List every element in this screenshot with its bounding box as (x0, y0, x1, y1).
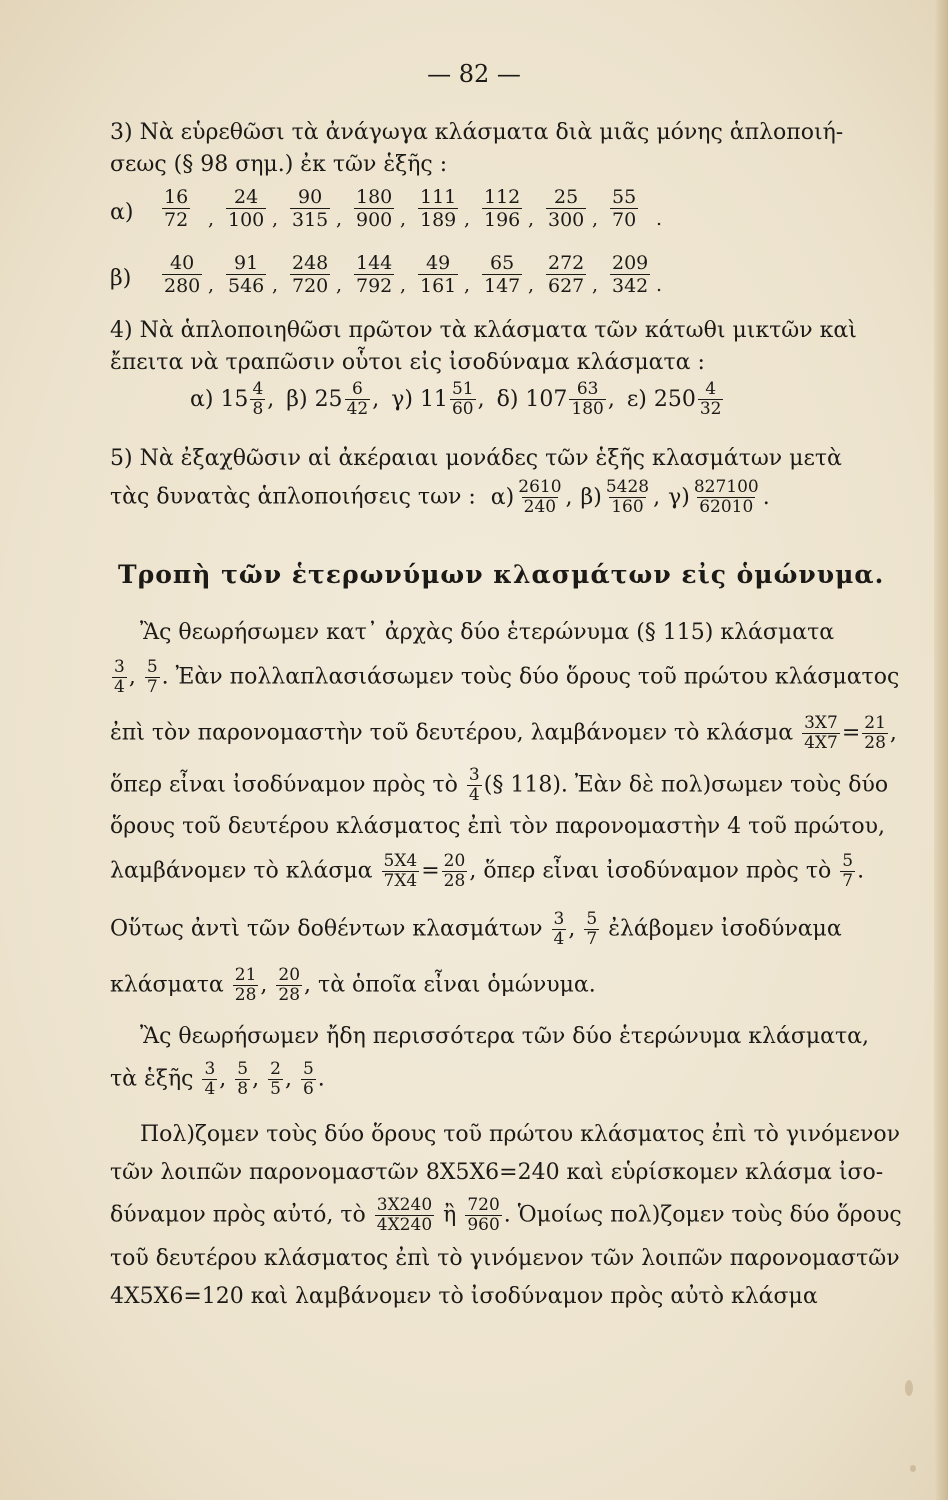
exercise-5-line-1: 5) Νὰ ἐξαχθῶσιν αἱ ἀκέραιαι μονάδες τῶν ἑξῆς κλασμάτων μετὰ (110, 446, 842, 471)
exercise-4-mixed-numbers (190, 380, 948, 430)
separator: , (336, 208, 343, 230)
fraction: 91 546 (228, 252, 265, 297)
fraction-5-8: $\frac{5}{8}$ (237, 1059, 249, 1099)
item-label: γ) (391, 386, 420, 412)
fraction: 40 280 (164, 252, 201, 297)
fraction-3-4: $\frac{3}{4}$ (468, 765, 480, 805)
exercise-4-line-1: 4) Νὰ ἁπλοποιηθῶσι πρῶτον τὰ κλάσματα τῶν κάτωθι μικτῶν καὶ (110, 318, 857, 343)
page-edge (934, 0, 948, 1500)
item-label: α) (190, 386, 221, 412)
body-line: ὅπερ εἶναι ἰσοδύναμον πρὸς τὸ $\frac{3}{4}$ (§ 118). Ἐὰν δὲ πολ)σωμεν τοὺς δύο (110, 765, 889, 805)
body-line: τοῦ δευτέρου κλάσματος ἐπὶ τὸ γινόμενον τῶν λοιπῶν παρονομαστῶν (110, 1246, 900, 1271)
body-line: 4X5X6=120 καὶ λαμβάνομεν τὸ ἰσοδύναμον πρὸς αὐτὸ κλάσμα (110, 1284, 818, 1309)
fraction-720-960: $\frac{720}{960}$ (467, 1195, 500, 1235)
page-number: — 82 — (427, 60, 521, 88)
separator: , (336, 274, 343, 296)
exercise-4-line-2: ἔπειτα νὰ τραπῶσιν οὗτοι εἰς ἰσοδύναμα κλάσματα : (110, 350, 705, 375)
body-line: τὰ ἑξῆς $\frac{3}{4}$ , $\frac{5}{8}$ , $\frac{2}{5}$ , $\frac{5}{6}$ . (110, 1059, 325, 1099)
mixed-number (626, 379, 726, 419)
exercise-3-line-1: 3) Νὰ εὑρεθῶσι τὰ ἀνάγωγα κλάσματα διὰ μιᾶς μόνης ἁπλοποιή- (110, 120, 844, 145)
item-label: α) (490, 484, 515, 510)
fraction-part: $\frac{51}{60}$ (451, 379, 474, 419)
fraction-part: $\frac{4}{8}$ (252, 379, 264, 419)
separator: . (656, 274, 663, 296)
separator: , (208, 274, 215, 296)
fraction: 112 196 (484, 186, 521, 231)
fraction-2-5: $\frac{2}{5}$ (270, 1059, 281, 1099)
fraction-item: α) $\frac{2610}{240}$ , (490, 477, 573, 517)
mixed-number: α) 15 $\frac{4}{8}$ , (190, 379, 275, 419)
fraction: $\frac{2610}{240}$ (518, 477, 562, 517)
body-line: Ἂς θεωρήσωμεν ἤδη περισσότερα τῶν δύο ἑτερώνυμα κλάσματα, (140, 1024, 870, 1049)
body-line: Οὕτως ἀντὶ τῶν δοθέντων κλασμάτων $\frac{3}{4}$ , $\frac{5}{7}$ ἐλάβομεν ἰσοδύναμα (110, 909, 842, 949)
body-line: δύναμον πρὸς αὐτό, τὸ $\frac{3X240}{4X240}$ ἢ $\frac{720}{960}$ . Ὁμοίως πολ)ζομεν τοὺς δύο ὅρους (110, 1195, 902, 1235)
separator: , (592, 274, 599, 296)
fraction-item: β) $\frac{5428}{160}$ , (580, 477, 661, 517)
paper-stain (905, 1380, 913, 1396)
fraction: 25 300 (548, 186, 585, 231)
separator: , (400, 208, 407, 230)
separator: , (272, 208, 279, 230)
fraction: 49 161 (420, 252, 457, 297)
fraction-3x7-4x7: $\frac{3X7}{4X7}$ (804, 713, 838, 753)
separator: . (656, 208, 663, 230)
mixed-number: δ) 107 $\frac{63}{180}$ , (496, 379, 615, 419)
fraction-part: $\frac{63}{180}$ (571, 379, 604, 419)
body-line: λαμβάνομεν τὸ κλάσμα $\frac{5X4}{7X4}$ = $\frac{20}{28}$ , ὅπερ εἶναι ἰσοδύναμον πρὸς τὸ $\frac{5}{7}$ . (110, 851, 865, 891)
mixed-number: γ) 11 $\frac{51}{60}$ , (391, 379, 485, 419)
item-label: γ) (668, 484, 690, 510)
fraction: 111 189 (420, 186, 457, 231)
whole-part: 107 (525, 386, 568, 412)
fraction: 90 315 (292, 186, 329, 231)
section-title: Τροπὴ τῶν ἑτερωνύμων κλασμάτων εἰς ὁμώνυμα. (118, 560, 885, 589)
separator: , (592, 208, 599, 230)
fraction: 65 147 (484, 252, 521, 297)
body-line: Ἂς θεωρήσωμεν κατ᾽ ἀρχὰς δύο ἑτερώνυμα (§ 115) κλάσματα (140, 620, 835, 645)
fraction-part: $\frac{6}{42}$ (346, 379, 369, 419)
fraction: 272 627 (548, 252, 585, 297)
mixed-number: β) 25 $\frac{6}{42}$ , (286, 379, 380, 419)
fraction-5-7: $\frac{5}{7}$ (146, 657, 158, 697)
row-label: β) (110, 266, 132, 291)
fraction-3x240-4x240: $\frac{3X240}{4X240}$ (376, 1195, 433, 1235)
fraction-3-4: $\frac{3}{4}$ (553, 909, 565, 949)
fraction-5x4-7x4: $\frac{5X4}{7X4}$ (383, 851, 418, 891)
exercise-5-line-2 (110, 478, 920, 528)
whole-part: 25 (314, 386, 343, 412)
exercise-5-text: τὰς δυνατὰς ἁπλοποιήσεις των : (110, 484, 476, 510)
whole-part: 15 (220, 386, 249, 412)
body-line: Πολ)ζομεν τοὺς δύο ὅρους τοῦ πρώτου κλάσματος ἐπὶ τὸ γινόμενον (140, 1122, 900, 1147)
separator: , (400, 274, 407, 296)
fraction: 16 72 (164, 186, 189, 231)
body-line: $\frac{3}{4}$ , $\frac{5}{7}$ . Ἐὰν πολλαπλασιάσωμεν τοὺς δύο ὅρους τοῦ πρώτου κλάσματος (114, 657, 900, 697)
item-label: ε) (626, 386, 654, 412)
paper-stain (910, 1465, 916, 1472)
fraction: 248 720 (292, 252, 329, 297)
separator: , (464, 274, 471, 296)
fraction: $\frac{827100}{62010}$ (693, 477, 759, 517)
separator: , (464, 208, 471, 230)
separator: , (528, 208, 535, 230)
fraction-5-7: $\frac{5}{7}$ (842, 851, 854, 891)
item-label: β) (286, 386, 315, 412)
separator: , (208, 208, 215, 230)
fraction: $\frac{5428}{160}$ (605, 477, 650, 517)
fraction: 144 792 (356, 252, 393, 297)
body-line: ἐπὶ τὸν παρονομαστὴν τοῦ δευτέρου, λαμβάνομεν τὸ κλάσμα $\frac{3X7}{4X7}$ = $\frac{21}{28}$ , (110, 713, 897, 753)
separator: , (528, 274, 535, 296)
fraction-20-28: $\frac{20}{28}$ (443, 851, 466, 891)
fraction-21-28: $\frac{21}{28}$ (864, 713, 886, 753)
item-label: β) (580, 484, 602, 510)
fraction-3-4: $\frac{3}{4}$ (114, 657, 125, 697)
fraction-3-4: $\frac{3}{4}$ (204, 1059, 216, 1099)
item-label: δ) (496, 386, 526, 412)
body-line: ὅρους τοῦ δευτέρου κλάσματος ἐπὶ τὸν παρονομαστὴν 4 τοῦ πρώτου, (110, 814, 886, 839)
row-label: α) (110, 200, 134, 225)
fraction-5-6: $\frac{5}{6}$ (302, 1059, 314, 1099)
fraction-21-28: $\frac{21}{28}$ (234, 965, 257, 1005)
exercise-5-fractions (483, 477, 770, 517)
fraction-5-7: $\frac{5}{7}$ (586, 909, 598, 949)
body-line: τῶν λοιπῶν παρονομαστῶν 8X5X6=240 καὶ εὑρίσκομεν κλάσμα ἰσο- (110, 1160, 884, 1185)
exercise-3-line-2: σεως (§ 98 σημ.) ἐκ τῶν ἑξῆς : (110, 152, 448, 177)
fraction: 55 70 (612, 186, 637, 231)
fraction-item: γ) $\frac{827100}{62010}$ . (668, 477, 770, 517)
whole-part: 11 (419, 386, 448, 412)
body-line: κλάσματα $\frac{21}{28}$ , $\frac{20}{28}$ , τὰ ὁποῖα εἶναι ὁμώνυμα. (110, 965, 596, 1005)
whole-part: 250 (653, 386, 696, 412)
fraction-20-28: $\frac{20}{28}$ (278, 965, 301, 1005)
fraction: 24 100 (228, 186, 265, 231)
fraction: 180 900 (356, 186, 393, 231)
fraction: 209 342 (612, 252, 649, 297)
separator: , (272, 274, 279, 296)
fraction-part: $\frac{4}{32}$ (699, 379, 722, 419)
